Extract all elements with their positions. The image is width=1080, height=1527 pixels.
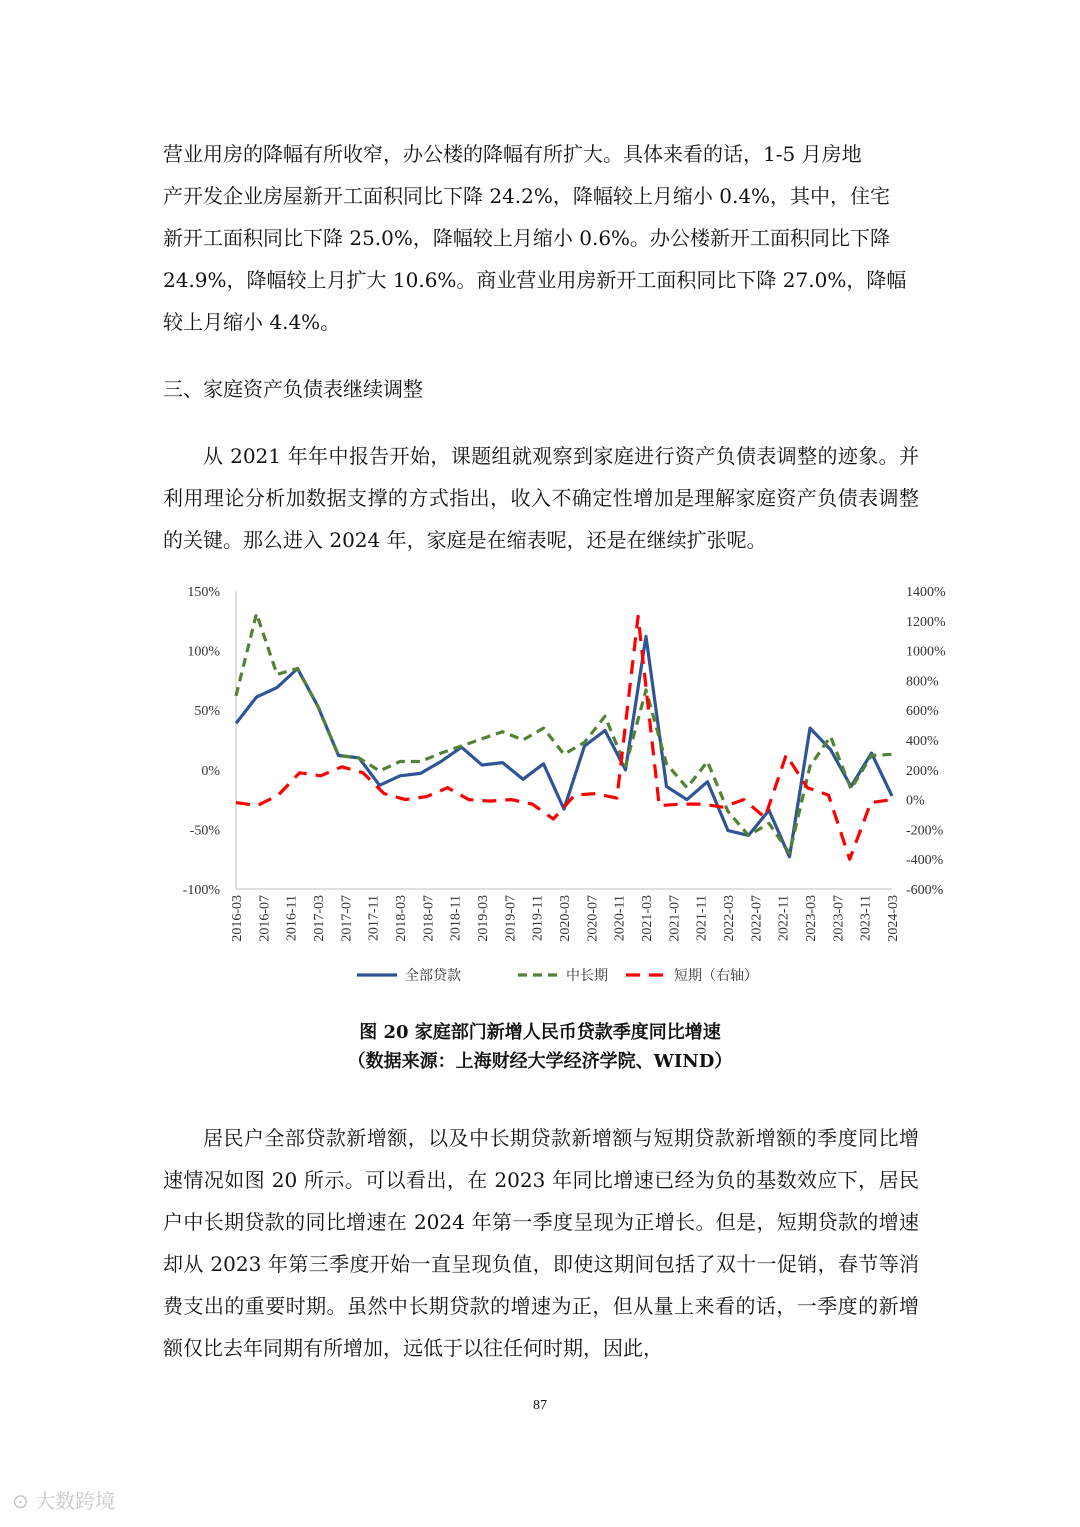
x-tick-label: 2017-11 (366, 895, 382, 942)
watermark-text: 大数跨境 (35, 1489, 116, 1513)
page-number: 87 (533, 1398, 547, 1413)
series-line-long-term (236, 614, 892, 854)
x-tick-label: 2017-07 (339, 895, 355, 942)
y-right-tick-label: -600% (906, 883, 944, 898)
paragraph-2: 从 2021 年年中报告开始，课题组就观察到家庭进行资产负债表调整的迹象。并利用理论分析加数据支撑的方式指出，收入不确定性增加是理解家庭资产负债表调整的关键。那么进入 2024 年，家庭是在缩表呢，还是在继续扩张呢。 (163, 444, 919, 552)
x-tick-label: 2020-03 (558, 895, 573, 942)
x-tick-label: 2022-11 (776, 895, 792, 942)
y-right-tick-label: 1400% (906, 585, 946, 600)
y-left-tick-label: -100% (182, 883, 220, 898)
y-left-tick-label: 50% (194, 704, 220, 720)
loan-growth-chart (160, 578, 960, 998)
y-right-tick-label: 200% (906, 763, 939, 779)
x-tick-label: 2016-11 (284, 895, 300, 942)
paragraph-1-line: 营业用房的降幅有所收窄，办公楼的降幅有所扩大。具体来看的话，1-5 月房地 (163, 142, 862, 166)
x-tick-label: 2021-11 (694, 895, 710, 942)
x-tick-label: 2018-03 (394, 895, 409, 942)
y-right-tick-label: -200% (906, 823, 944, 839)
x-tick-label: 2016-03 (230, 895, 245, 942)
x-tick-label: 2023-07 (831, 895, 847, 942)
x-tick-label: 2023-11 (858, 895, 874, 942)
y-left-tick-label: 150% (187, 585, 220, 600)
x-tick-label: 2021-03 (640, 895, 655, 942)
x-tick-label: 2019-03 (476, 895, 491, 942)
y-right-tick-label: 400% (906, 734, 939, 749)
y-left-tick-label: 0% (201, 763, 220, 779)
paragraph-1 (163, 133, 919, 343)
y-right-tick-label: 1200% (906, 614, 946, 630)
x-tick-label: 2021-07 (667, 895, 683, 942)
legend-label: 中长期 (566, 969, 608, 984)
figure-caption: 图 20 家庭部门新增人民币贷款季度同比增速 (359, 1022, 721, 1043)
x-tick-label: 2016-07 (257, 895, 273, 942)
x-tick-label: 2022-07 (749, 895, 765, 942)
paragraph-1-line: 24.9%，降幅较上月扩大 10.6%。商业营业用房新开工面积同比下降 27.0%，降幅 (163, 268, 907, 292)
x-tick-label: 2020-11 (612, 895, 628, 942)
y-right-tick-label: 600% (906, 704, 939, 720)
y-right-tick-label: -400% (906, 853, 944, 869)
legend-label: 全部贷款 (405, 969, 461, 984)
x-tick-label: 2023-03 (804, 895, 819, 942)
x-tick-label: 2017-03 (312, 895, 327, 942)
x-tick-label: 2020-07 (585, 895, 601, 942)
y-left-tick-label: -50% (189, 823, 220, 839)
y-left-tick-label: 100% (187, 644, 220, 660)
paragraph-3: 居民户全部贷款新增额，以及中长期贷款新增额与短期贷款新增额的季度同比增速情况如图 20 所示。可以看出，在 2023 年同比增速已经为负的基数效应下，居民户中长期贷款的同比增速在 2024 年第一季度呈现为正增长。但是，短期贷款的增速却从 2023 年第三季度开始一直呈现负值，即使这期间包括了双十一促销，春节等消费支出的重要时期。虽然中长期贷款的增速为正，但从量上来看的话，一季度的新增额仅比去年同期有所增加，远低于以往任何时期，因此， (163, 1126, 919, 1360)
x-tick-label: 2024-03 (886, 895, 901, 942)
section-heading: 三、家庭资产负债表继续调整 (163, 377, 423, 401)
y-right-tick-label: 800% (906, 674, 939, 690)
y-right-tick-label: 1000% (906, 644, 946, 660)
x-tick-label: 2018-07 (421, 895, 437, 942)
figure-source: （数据来源：上海财经大学经济学院、WIND） (347, 1051, 733, 1072)
paragraph-1-line: 较上月缩小 4.4%。 (163, 310, 341, 334)
legend-label: 短期（右轴） (674, 969, 758, 984)
paragraph-1-line: 新开工面积同比下降 25.0%，降幅较上月缩小 0.6%。办公楼新开工面积同比下降 (163, 226, 891, 250)
x-tick-label: 2019-11 (530, 895, 546, 942)
watermark-logo (12, 1485, 115, 1514)
x-tick-label: 2018-11 (448, 895, 464, 942)
x-tick-label: 2022-03 (722, 895, 737, 942)
paragraph-1-line: 产开发企业房屋新开工面积同比下降 24.2%，降幅较上月缩小 0.4%，其中，住宅 (163, 184, 891, 208)
x-tick-label: 2019-07 (503, 895, 519, 942)
y-right-tick-label: 0% (906, 793, 925, 809)
watermark-icon: ⊙ (12, 1489, 36, 1513)
